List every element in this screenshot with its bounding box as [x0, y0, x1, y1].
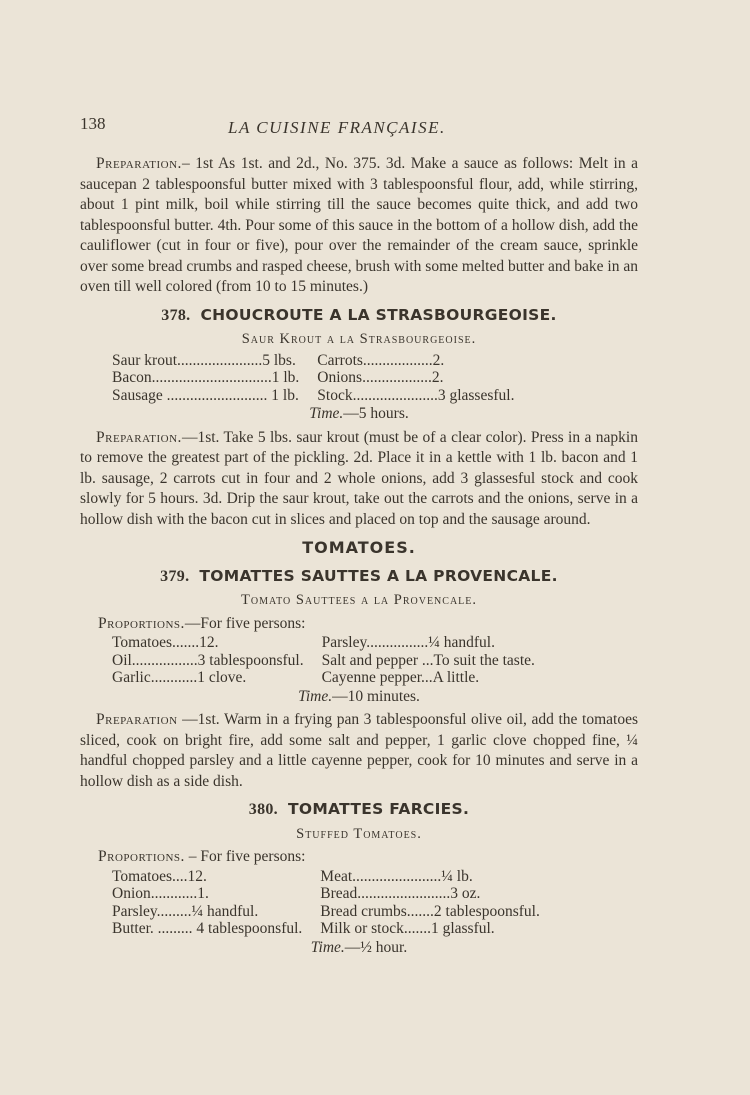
recipe-377-preparation [80, 154, 638, 298]
proportions-text: – For five persons: [184, 848, 306, 865]
ingredient-cell: Butter. ......... 4 tablespoonsful. [112, 920, 303, 937]
running-title: LA CUISINE FRANÇAISE. [228, 118, 446, 137]
recipe-379-proportions [98, 614, 638, 635]
page-number: 138 [80, 114, 106, 133]
section-title: TOMATOES. [302, 538, 416, 557]
proportions-text: —For five persons: [184, 614, 306, 632]
preparation-text: —1st. Warm in a frying pan 3 tablespoonsful olive oil, add the tomatoes sliced, cook on bright fire, add some salt and pepper, 1 garlic clove chopped fine, ¼ handful chopped parsley and a little cayenne pepper, cook for 10 minutes and serve in a hollow dish as a side dish. [80, 711, 638, 790]
recipe-380-ingredients [112, 868, 540, 938]
proportions-label: Proportions. [98, 848, 185, 865]
ingredient-row [112, 920, 540, 938]
recipe-379-ingredients [112, 634, 535, 687]
recipe-379-subtitle: Tomato Sauttees a la Provencale. [240, 592, 478, 608]
ingredient-cell: Saur krout......................5 lbs. [112, 351, 296, 369]
time-label: Time. [298, 687, 333, 705]
ingredient-cell: Milk or stock.......1 glassful. [320, 920, 495, 937]
ingredient-cell: Tomatoes.......12. [112, 634, 219, 651]
time-label: Time. [310, 938, 345, 956]
recipe-380-subtitle: Stuffed Tomatoes. [296, 825, 422, 842]
ingredient-row [112, 652, 535, 670]
recipe-379-heading [80, 566, 638, 588]
preparation-text: – 1st As 1st. and 2d., No. 375. 3d. Make a sauce as follows: Melt in a saucepan 2 tablespoonsful butter mixed with 3 tablespoonsful flour, add, while stirring, about 1 pint milk, boil while stirring till the sauce becomes quite thick, and add two tablespoonsful butter. 4th. Pour some of this sauce in the bottom of a hollow dish, add the cauliflower (cut in four or five), pour over the remainder of the cream sauce, sprinkle over some bread crumbs and rasped cheese, brush with some melted butter and bake in an oven till well colored (from 10 to 15 minutes.) [80, 155, 638, 295]
ingredient-cell: Tomatoes....12. [112, 867, 207, 885]
proportions-label: Proportions. [98, 614, 185, 632]
recipe-title: CHOUCROUTE A LA STRASBOURGEOISE. [200, 305, 557, 324]
ingredient-cell: Oil.................3 tablespoonsful. [112, 651, 304, 669]
preparation-label: Preparation [96, 711, 178, 728]
time-value: —10 minutes. [332, 687, 420, 705]
recipe-378-subtitle: Saur Krout a la Strasbourgeoise. [241, 331, 477, 347]
ingredient-cell: Parsley.........¼ handful. [112, 902, 259, 920]
preparation-label: Preparation. [96, 428, 182, 446]
ingredient-row [112, 387, 514, 405]
ingredient-cell: Sausage .......................... 1 lb. [112, 386, 299, 404]
ingredient-cell: Bacon...............................1 lb. [112, 369, 300, 386]
ingredient-cell: Onion............1. [112, 885, 209, 902]
preparation-label: Preparation. [96, 155, 182, 172]
ingredient-cell: Meat.......................¼ lb. [320, 867, 473, 885]
recipe-379-preparation [80, 710, 638, 792]
ingredient-cell: Onions..................2. [317, 369, 444, 386]
ingredient-row [112, 352, 514, 370]
page-content [80, 154, 638, 961]
ingredient-cell: Bread........................3 oz. [320, 885, 481, 902]
ingredient-cell: Stock......................3 glassesful. [317, 386, 515, 404]
recipe-380-proportions [98, 847, 638, 868]
recipe-379-time [80, 687, 638, 708]
ingredient-row [112, 868, 540, 886]
ingredient-row [112, 903, 540, 921]
recipe-378-ingredients [112, 352, 514, 405]
ingredient-cell: Carrots..................2. [317, 351, 445, 369]
recipe-number: 379. [160, 567, 190, 585]
recipe-378-heading [80, 305, 638, 327]
time-value: —5 hours. [343, 405, 409, 422]
recipe-380-time [80, 938, 638, 959]
ingredient-cell: Parsley................¼ handful. [321, 634, 495, 651]
recipe-title: TOMATTES SAUTTES A LA PROVENCALE. [199, 566, 558, 585]
ingredient-cell: Cayenne pepper...A little. [321, 669, 480, 686]
time-value: —½ hour. [344, 938, 408, 956]
recipe-378-preparation [80, 428, 638, 531]
recipe-number: 380. [248, 801, 278, 818]
ingredient-cell: Salt and pepper ...To suit the taste. [321, 651, 535, 669]
recipe-380-heading [80, 799, 638, 821]
ingredient-cell: Bread crumbs.......2 tablespoonsful. [320, 902, 540, 920]
recipe-number: 378. [161, 306, 191, 324]
ingredient-row [112, 634, 535, 652]
recipe-378-time [80, 404, 638, 425]
recipe-title: TOMATTES FARCIES. [287, 800, 470, 818]
preparation-text: —1st. Take 5 lbs. saur krout (must be of a clear color). Press in a napkin to remove the greatest part of the pickling. 2d. Place it in a kettle with 1 lb. bacon and 1 lb. sausage, 2 carrots cut in four and 2 whole onions, add 3 glassesful stock and cook slowly for 5 hours. 3d. Drip the saur krout, take out the carrots and the onions, serve in a hollow dish with the bacon cut in slices and placed on top and the sausage around. [80, 428, 638, 528]
time-label: Time. [309, 405, 344, 422]
ingredient-row [112, 369, 514, 387]
ingredient-row [112, 885, 540, 903]
ingredient-cell: Garlic............1 clove. [112, 669, 247, 686]
ingredient-row [112, 669, 535, 687]
page-header [80, 114, 640, 140]
